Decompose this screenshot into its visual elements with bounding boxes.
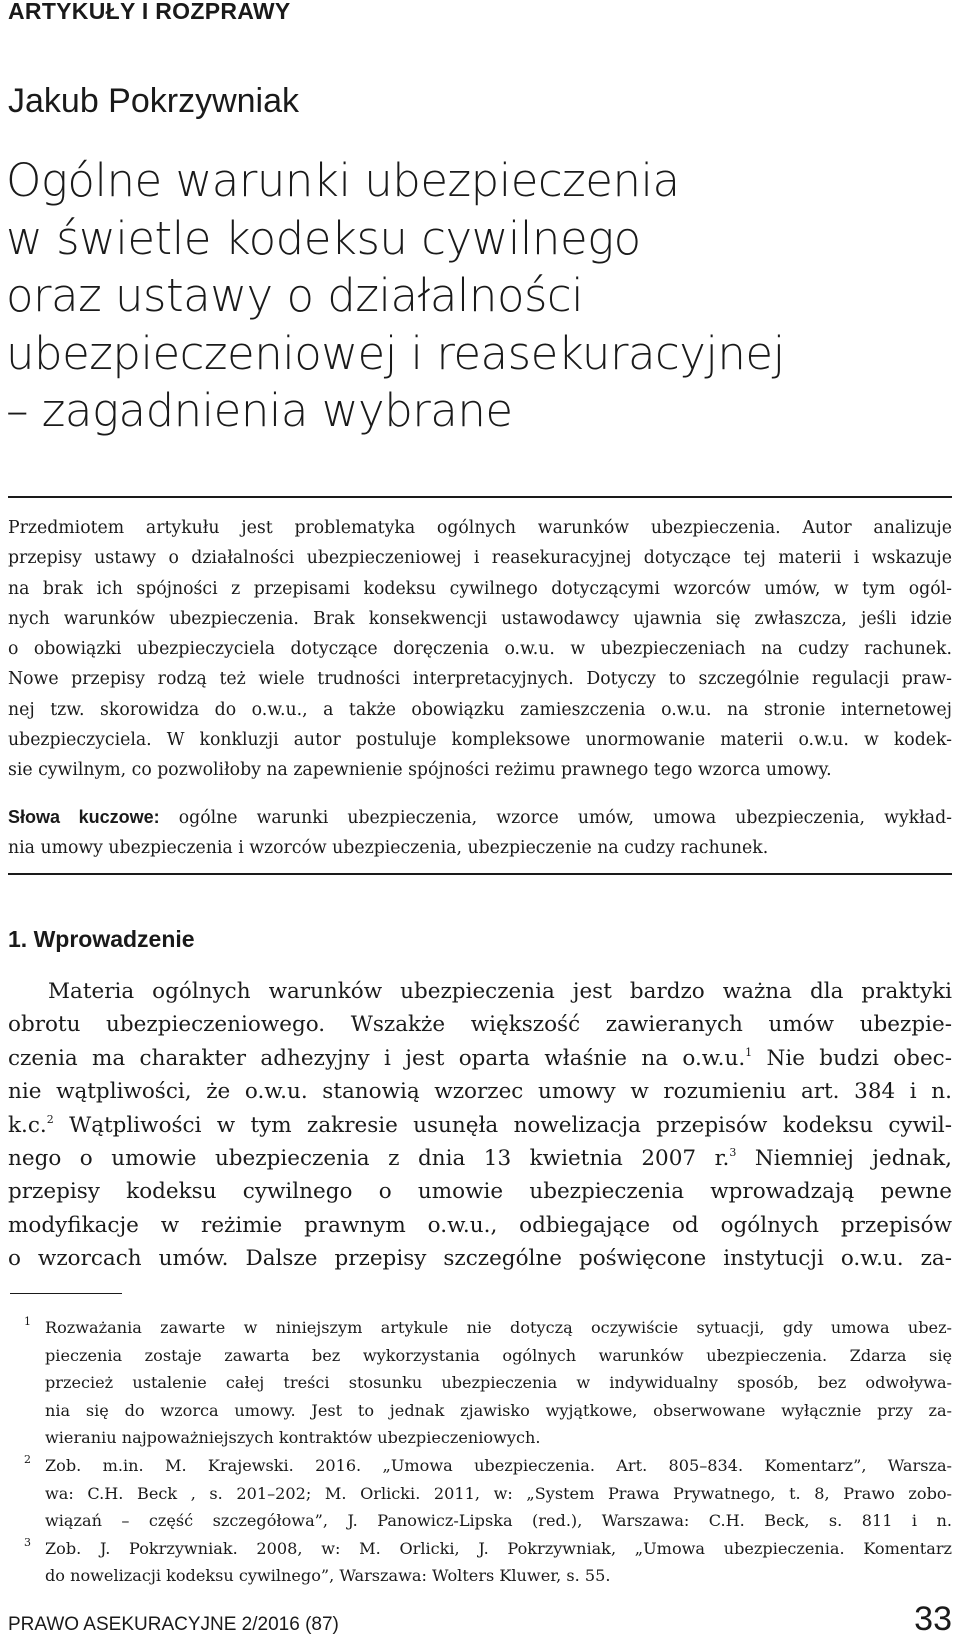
footnote-line: wa: C.H. Beck , s. 201–202; M. Orlicki. 2011, w: „System Prawa Prywatnego, t. 8, Prawo zobo-	[45, 1483, 952, 1503]
abstract-line: sie cywilnym, co pozwoliłoby na zapewnienie spójności reżimu prawnego tego wzorca umowy.	[8, 760, 832, 781]
author-name: Jakub Pokrzywniak	[8, 82, 300, 120]
section-body	[8, 975, 952, 1276]
footnote-3	[10, 1535, 952, 1590]
keywords-label: Słowa kuczowe:	[8, 807, 160, 827]
footnote-number: 1	[24, 1315, 31, 1328]
section-label: ARTYKUŁY I ROZPRAWY	[8, 0, 291, 24]
footnote-line: pieczenia zostaje zawarta bez wykorzystania ogólnych warunków ubezpieczenia. Zdarza się	[45, 1345, 952, 1365]
body-line: przepisy kodeksu cywilnego o umowie ubezpieczenia wprowadzają pewne	[8, 1179, 952, 1205]
footnote-line: wieraniu najpoważniejszych kontraktów ubezpieczeniowych.	[45, 1428, 541, 1448]
title-line: – zagadnienia wybrane	[6, 384, 513, 438]
footnotes	[10, 1314, 952, 1590]
body-line	[8, 1109, 952, 1142]
footnote-line: Rozważania zawarte w niniejszym artykule nie dotyczą oczywiście sytuacji, gdy umowa ubez-	[45, 1318, 952, 1337]
body-text: Niemniej jednak,	[754, 1146, 952, 1172]
body-line: modyfikacje w reżimie prawnym o.w.u., odbiegające od ogólnych przepisów	[8, 1212, 952, 1238]
body-text: nego o umowie ubezpieczenia z dnia 13 kwietnia 2007 r.	[8, 1146, 730, 1172]
abstract-line: przepisy ustawy o działalności ubezpieczeniowej i reasekuracyjnej dotyczące tej materii i wskazuje	[8, 548, 952, 569]
abstract-line: Nowe przepisy rodzą też wiele trudności interpretacyjnych. Dotyczy to szczególnie regulacji praw-	[8, 669, 952, 690]
body-text: Nie budzi obec-	[766, 1045, 952, 1071]
article-title	[6, 152, 946, 440]
body-line: o wzorcach umów. Dalsze przepisy szczególne poświęcone instytucji o.w.u. za-	[8, 1246, 952, 1272]
abstract-line: nej tzw. skorowidza do o.w.u., a także obowiązku zamieszczenia o.w.u. na stronie internetowej	[8, 699, 952, 720]
footnote-line: wiązań – część szczegółowa”, J. Panowicz-Lipska (red.), Warszawa: C.H. Beck, s. 811 i n.	[45, 1511, 952, 1531]
keywords-text: ogólne warunki ubezpieczenia, wzorce umów, umowa ubezpieczenia, wykład-	[178, 808, 952, 828]
footnote-ref[interactable]: 1	[745, 1045, 753, 1059]
body-line: nie wątpliwości, że o.w.u. stanowią wzorzec umowy w rozumieniu art. 384 i n.	[8, 1079, 952, 1105]
body-text: Wątpliwości w tym zakresie usunęła nowelizacja przepisów kodeksu cywil-	[69, 1112, 952, 1138]
footnote-ref[interactable]: 3	[729, 1146, 737, 1160]
abstract-line: ubezpieczyciela. W konkluzji autor postuluje kompleksowe unormowanie materii o.w.u. w kodek-	[8, 730, 952, 751]
footnote-line: do nowelizacji kodeksu cywilnego”, Warszawa: Wolters Kluwer, s. 55.	[45, 1566, 611, 1586]
footnote-line: nia się do wzorca umowy. Jest to jednak zjawisko wyjątkowe, obserwowane wyłącznie przy za-	[45, 1400, 952, 1420]
body-text: czenia ma charakter adhezyjny i jest oparta właśnie na o.w.u.	[8, 1045, 746, 1071]
title-line: ubezpieczeniowej i reasekuracyjnej	[6, 326, 785, 380]
footnote-line: Zob. J. Pokrzywniak. 2008, w: M. Orlicki, J. Pokrzywniak, „Umowa ubezpieczenia. Komentarz	[45, 1538, 952, 1558]
keywords-line: nia umowy ubezpieczenia i wzorców ubezpieczenia, ubezpieczenie na cudzy rachunek.	[8, 838, 769, 859]
footnote-1	[10, 1314, 952, 1452]
abstract	[8, 513, 952, 786]
footnote-divider	[10, 1293, 122, 1294]
title-line: oraz ustawy o działalności	[6, 269, 584, 323]
title-line: Ogólne warunki ubezpieczenia	[6, 154, 680, 207]
page-number: 33	[914, 1600, 952, 1638]
keywords	[8, 802, 952, 864]
abstract-line: na brak ich spójności z przepisami kodeksu cywilnego dotyczącymi wzorców umów, w tym ogól-	[8, 578, 952, 599]
top-divider	[8, 496, 952, 498]
body-line	[8, 1142, 952, 1175]
footnote-number: 3	[24, 1535, 31, 1549]
abstract-line: Przedmiotem artykułu jest problematyka ogólnych warunków ubezpieczenia. Autor analizuje	[8, 518, 952, 538]
abstract-line: o obowiązki ubezpieczyciela dotyczące doręczenia o.w.u. w ubezpieczeniach na cudzy rachunek.	[8, 639, 952, 660]
body-line: obrotu ubezpieczeniowego. Wszakże większość zawieranych umów ubezpie-	[8, 1012, 952, 1038]
body-line	[8, 1042, 952, 1075]
footnote-2	[10, 1452, 952, 1535]
footnote-ref[interactable]: 2	[46, 1112, 54, 1126]
body-line: Materia ogólnych warunków ubezpieczenia jest bardzo ważna dla praktyki	[48, 979, 952, 1004]
body-text: k.c.	[8, 1112, 47, 1138]
keywords-line	[8, 802, 952, 833]
section-divider	[8, 873, 952, 875]
footnote-number: 2	[24, 1452, 31, 1466]
journal-name: PRAWO ASEKURACYJNE 2/2016 (87)	[8, 1614, 339, 1635]
abstract-line: nych warunków ubezpieczenia. Brak konsekwencji ustawodawcy ujawnia się zwłaszcza, jeśli idzie	[8, 608, 952, 629]
footnote-line: przecież ustalenie całej treści stosunku ubezpieczenia w indywidualny sposób, bez odwoływa-	[45, 1373, 952, 1393]
footnote-line: Zob. m.in. M. Krajewski. 2016. „Umowa ubezpieczenia. Art. 805–834. Komentarz”, Warsza-	[45, 1455, 952, 1475]
section-heading: 1. Wprowadzenie	[8, 926, 195, 952]
title-line: w świetle kodeksu cywilnego	[6, 211, 641, 265]
